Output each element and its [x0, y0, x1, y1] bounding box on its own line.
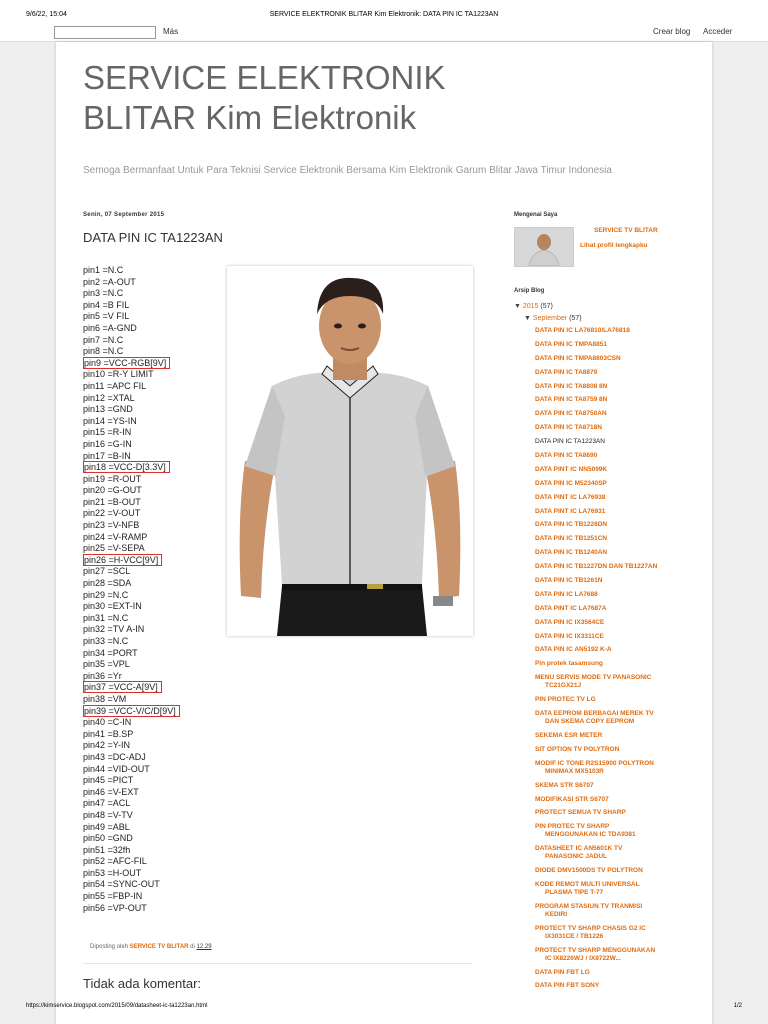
archive-post-link[interactable] — [535, 660, 710, 668]
archive-post-link[interactable] — [535, 480, 710, 488]
pin-text: pin38 =VM — [83, 693, 127, 704]
pin-text: pin1 =N.C — [83, 265, 124, 275]
archive-post-label: DATA PIN IC TA8750AN — [535, 410, 607, 418]
pin-row — [83, 752, 223, 764]
pin-row — [83, 323, 223, 335]
pin-row — [83, 566, 223, 578]
pin-row — [83, 404, 223, 416]
pin-row — [83, 845, 223, 857]
pin-text: pin25 =V-SEPA — [83, 543, 145, 554]
archive-post-link[interactable] — [535, 396, 710, 404]
archive-post-label: DATA PIN IC IX3311CE — [535, 632, 604, 640]
archive-post-link[interactable] — [535, 508, 710, 516]
pin-text: pin54 =SYNC-OUT — [83, 879, 160, 890]
pin-text: pin51 =32fh — [83, 844, 131, 855]
pin-text: pin48 =V-TV — [83, 809, 133, 820]
archive-post-link[interactable] — [535, 424, 710, 432]
archive-post-link[interactable] — [535, 867, 710, 875]
archive-post-label: DATA PIN IC TA8690 — [535, 452, 598, 460]
pin-row — [83, 427, 223, 439]
archive-month[interactable] — [524, 315, 582, 322]
archive-post-link[interactable] — [535, 845, 710, 861]
archive-post-label: SEKEMA ESR METER — [535, 731, 603, 739]
print-title: SERVICE ELEKTRONIK BLITAR Kim Elektronik: DATA PIN IC TA1223AN — [269, 11, 499, 18]
pin-text: pin37 =VCC-A[9V] — [83, 681, 162, 693]
pin-row — [83, 462, 223, 474]
archive-post-label: MODIFIKASI STR S6707 — [535, 795, 609, 803]
archive-post-label: DATA PIN IC TB1227DN DAN TB1227AN — [535, 563, 658, 571]
pin-row — [83, 717, 223, 729]
archive-post-link[interactable] — [535, 823, 710, 839]
pin-text: pin53 =H-OUT — [83, 867, 142, 878]
pin-text: pin3 =N.C — [83, 288, 124, 299]
pin-text: pin24 =V-RAMP — [83, 531, 148, 542]
posted-at-label: di — [190, 944, 195, 950]
pin-row — [83, 300, 223, 312]
pin-row — [83, 439, 223, 451]
archive-year-label[interactable]: 2015 — [522, 303, 539, 310]
archive-post-link[interactable] — [535, 732, 710, 740]
archive-post-label: DATA PIN IC TMPA8851 — [535, 340, 607, 348]
archive-post-label: DATA PIN IC LA7688 — [535, 590, 598, 598]
pin-row — [83, 520, 223, 532]
pin-row — [83, 555, 223, 567]
archive-post-label: PROTECT TV SHARP CHASIS G2 IC — [535, 924, 646, 932]
pin-row — [83, 706, 223, 718]
pin-row — [83, 798, 223, 810]
pin-text: pin42 =Y-IN — [83, 740, 130, 751]
pin-text: pin56 =VP-OUT — [83, 902, 147, 913]
archive-post-link[interactable] — [535, 438, 710, 446]
pin-row — [83, 277, 223, 289]
archive-post-label: MENGGUNAKAN IC TDA9381 — [545, 831, 636, 839]
archive-post-label: DATA PIN IC M52340SP — [535, 479, 607, 487]
archive-post-label: MINIMAX MX5103R — [545, 767, 604, 775]
pin-text: pin31 =N.C — [83, 612, 129, 623]
pin-row — [83, 879, 223, 891]
pin-text: pin47 =ACL — [83, 798, 131, 809]
archive-post-label: DATA PIN IC TA8718N — [535, 424, 602, 432]
pin-row — [83, 369, 223, 381]
pin-text: pin43 =DC-ADJ — [83, 751, 146, 762]
comments-heading: Tidak ada komentar: — [83, 976, 202, 991]
post-title[interactable]: DATA PIN IC TA1223AN — [83, 230, 223, 245]
pin-text: pin20 =G-OUT — [83, 485, 142, 496]
archive-post-label: DATA PIN IC AN5192 K-A — [535, 646, 612, 654]
archive-post-link[interactable] — [535, 710, 710, 726]
pin-text: pin39 =VCC-V/C/D[9V] — [83, 705, 180, 717]
archive-post-link[interactable] — [535, 881, 710, 897]
archive-year[interactable] — [514, 303, 553, 310]
pin-text: pin36 =Yr — [83, 670, 122, 681]
archive-post-label: DIODE DMV1500DS TV POLYTRON — [535, 867, 643, 875]
pin-row — [83, 624, 223, 636]
pin-row — [83, 474, 223, 486]
pin-row — [83, 856, 223, 868]
pin-text: pin29 =N.C — [83, 589, 129, 600]
pin-row — [83, 648, 223, 660]
archive-month-count: (57) — [569, 315, 582, 322]
archive-post-label: PLASMA TIPE T-77 — [545, 888, 604, 896]
pin-row — [83, 416, 223, 428]
archive-post-label: PIN PROTEC TV LG — [535, 696, 596, 704]
archive-post-label: DATA PIN FBT LG — [535, 968, 590, 976]
pin-text: pin23 =V-NFB — [83, 520, 140, 531]
pin-text: pin33 =N.C — [83, 636, 129, 646]
pin-row — [83, 775, 223, 787]
archive-post-label: DATA PIN IC TA8879 — [535, 368, 598, 376]
expand-triangle-icon[interactable]: ▼ — [514, 303, 521, 310]
archive-post-label: KODE REMOT MULTI UNIVERSAL — [535, 880, 640, 888]
archive-post-label: DATA PINT IC LA76938 — [535, 493, 606, 501]
archive-year-count: (57) — [540, 303, 553, 310]
archive-post-label: DATA PIN IC TB1251CN — [535, 535, 608, 543]
blog-title-line2: BLITAR Kim Elektronik — [83, 99, 417, 136]
archive-post-label: PIN PROTEC TV SHARP — [535, 823, 610, 831]
pin-text: pin15 =R-IN — [83, 427, 132, 438]
archive-post-link[interactable] — [535, 903, 710, 919]
pin-row — [83, 590, 223, 602]
pin-row — [83, 393, 223, 405]
print-url: https://kimservice.blogspot.com/2015/09/datasheet-ic-ta1223an.html — [26, 1003, 208, 1009]
archive-post-link[interactable] — [535, 327, 710, 335]
pin-text: pin45 =PICT — [83, 775, 134, 786]
archive-post-label: DATA PIN IC TB1226DN — [535, 521, 608, 529]
pin-row — [83, 311, 223, 323]
pin-text: pin46 =V-EXT — [83, 786, 139, 797]
pin-row — [83, 497, 223, 509]
posted-by-label: Diposting oleh — [90, 944, 129, 950]
pin-row — [83, 335, 223, 347]
pin-text: pin49 =ABL — [83, 821, 130, 832]
pin-row — [83, 833, 223, 845]
pin-text: pin4 =B FIL — [83, 299, 130, 310]
archive-post-label: DATA PIN IC TA1223AN — [535, 438, 605, 446]
pin-text: pin30 =EXT-IN — [83, 601, 142, 612]
archive-post-label: SIT OPTION TV POLYTRON — [535, 745, 620, 753]
archive-post-label: DATASHEET IC AN5601K TV — [535, 845, 623, 853]
blog-title-line1: SERVICE ELEKTRONIK — [83, 59, 446, 96]
archive-month-label[interactable]: September — [532, 315, 568, 322]
pin-text: pin44 =VID-OUT — [83, 763, 150, 774]
archive-post-label: DATA PIN FBT SONY — [535, 982, 600, 990]
archive-post-link[interactable] — [535, 947, 710, 963]
archive-post-link[interactable] — [535, 355, 710, 363]
person-photo-icon — [227, 266, 473, 636]
archive-post-link[interactable] — [535, 969, 710, 977]
archive-post-link[interactable] — [535, 633, 710, 641]
login-link[interactable]: Acceder — [703, 27, 733, 36]
pin-row — [83, 532, 223, 544]
post-time-link[interactable]: 12.29 — [196, 944, 212, 950]
pin-row — [83, 822, 223, 834]
navbar-more-link[interactable]: Más — [163, 27, 179, 36]
archive-post-link[interactable] — [535, 605, 710, 613]
pin-row — [83, 764, 223, 776]
pin-text: pin7 =N.C — [83, 334, 124, 345]
archive-post-label: DATA PIN IC TB1240AN — [535, 549, 608, 557]
pin-text: pin19 =R-OUT — [83, 473, 142, 484]
archive-post-label: KEDIRI — [545, 910, 568, 918]
blogger-navbar — [0, 24, 768, 42]
archive-post-label: DAN SKEMA COPY EEPROM — [545, 718, 635, 726]
about-heading: Mengenai Saya — [514, 212, 558, 218]
pin-row — [83, 694, 223, 706]
post-photo[interactable] — [227, 266, 473, 636]
pin-row — [83, 903, 223, 915]
archive-post-link[interactable] — [535, 982, 710, 990]
archive-post-label: DATA PIN IC TA8759 8N — [535, 396, 608, 404]
post-author-link[interactable]: SERVICE TV BLITAR — [129, 944, 189, 950]
archive-post-link[interactable] — [535, 925, 710, 941]
pin-text: pin10 =R-Y LIMIT — [83, 369, 154, 380]
archive-post-link[interactable] — [535, 563, 710, 571]
pin-row — [83, 265, 223, 277]
archive-post-link[interactable] — [535, 760, 710, 776]
pin-row — [83, 729, 223, 741]
pin-row — [83, 346, 223, 358]
pin-row — [83, 358, 223, 370]
pin-text: pin2 =A-OUT — [83, 276, 136, 287]
archive-post-link[interactable] — [535, 782, 710, 790]
archive-post-link[interactable] — [535, 452, 710, 460]
pin-text: pin5 =V FIL — [83, 311, 130, 322]
pin-row — [83, 787, 223, 799]
archive-post-label: SKEMA STR S6707 — [535, 781, 594, 789]
archive-post-link[interactable] — [535, 494, 710, 502]
pin-text: pin21 =B-OUT — [83, 496, 141, 507]
archive-post-link[interactable] — [535, 646, 710, 654]
pin-text: pin32 =TV A-IN — [83, 624, 145, 635]
avatar-person-icon — [515, 228, 573, 266]
archive-post-link[interactable] — [535, 410, 710, 418]
archive-post-label: DATA PIN IC TB1261N — [535, 577, 603, 585]
pin-text: pin55 =FBP-IN — [83, 891, 143, 902]
pin-list — [83, 265, 223, 914]
blog-title[interactable] — [83, 58, 603, 138]
pin-text: pin16 =G-IN — [83, 438, 132, 449]
pin-text: pin9 =VCC-RGB[9V] — [83, 357, 170, 369]
archive-post-label: DATA PIN IC IX3564CE — [535, 618, 605, 626]
pin-text: pin35 =VPL — [83, 659, 130, 670]
pin-row — [83, 508, 223, 520]
pin-text: pin34 =PORT — [83, 647, 138, 658]
pin-text: pin11 =APC FIL — [83, 380, 147, 391]
archive-post-link[interactable] — [535, 369, 710, 377]
pin-row — [83, 891, 223, 903]
archive-post-link[interactable] — [535, 341, 710, 349]
create-blog-link[interactable]: Crear blog — [653, 27, 691, 36]
archive-post-label: DATA PIN IC LA76810/LA76818 — [535, 327, 630, 334]
archive-post-link[interactable] — [535, 577, 710, 585]
profile-name-link[interactable]: SERVICE TV BLITAR — [594, 227, 658, 234]
post-date: Senin, 07 September 2015 — [83, 212, 165, 218]
archive-post-label: MENU SERVIS MODE TV PANASONIC — [535, 674, 652, 682]
archive-post-label: IX3031CE / TB1226 — [545, 932, 604, 940]
pin-row — [83, 868, 223, 880]
pin-row — [83, 636, 223, 648]
archive-post-label: DATA PIN IC TMPA8803CSN — [535, 354, 621, 362]
post-footer — [90, 944, 212, 950]
archive-post-link[interactable] — [535, 521, 710, 529]
pin-text: pin41 =B.SP — [83, 728, 134, 739]
archive-post-link[interactable] — [535, 466, 710, 474]
archive-post-label: DATA PINT IC LA7687A — [535, 604, 607, 612]
view-profile-link[interactable]: Lihat profil lengkapku — [580, 242, 648, 249]
archive-post-label: PROTECT TV SHARP MENGGUNAKAN — [535, 946, 656, 954]
pin-row — [83, 740, 223, 752]
blog-description: Semoga Bermanfaat Untuk Para Teknisi Service Elektronik Bersama Kim Elektronik Garum Blitar Jawa Timur Indonesia — [83, 165, 612, 176]
archive-post-label: PROTECT SEMUA TV SHARP — [535, 809, 626, 817]
archive-post-label: Pin protek tasamsung — [535, 660, 603, 668]
archive-post-link[interactable] — [535, 674, 710, 690]
print-date: 9/6/22, 15:04 — [26, 11, 67, 18]
pin-row — [83, 613, 223, 625]
print-page-number: 1/2 — [733, 1003, 742, 1009]
archive-post-link[interactable] — [535, 383, 710, 391]
archive-post-label: DATA PINT IC NN5099K — [535, 465, 608, 473]
archive-post-link[interactable] — [535, 619, 710, 627]
archive-post-link[interactable] — [535, 746, 710, 754]
pin-row — [83, 288, 223, 300]
pin-text: pin22 =V-OUT — [83, 508, 141, 519]
pin-row — [83, 810, 223, 822]
pin-text: pin13 =GND — [83, 404, 133, 415]
archive-heading: Arsip Blog — [514, 288, 545, 294]
pin-text: pin28 =SDA — [83, 578, 132, 589]
archive-post-link[interactable] — [535, 796, 710, 804]
pin-text: pin40 =C-IN — [83, 717, 132, 728]
pin-text: pin8 =N.C — [83, 346, 124, 357]
pin-row — [83, 578, 223, 590]
archive-post-link[interactable] — [535, 696, 710, 704]
pin-row — [83, 659, 223, 671]
archive-post-label: IC IX8226WJ / IX8722W... — [545, 954, 621, 962]
archive-post-label: DATA PINT IC LA76931 — [535, 507, 606, 515]
archive-post-label: TC21GX21J — [545, 682, 582, 690]
pin-text: pin18 =VCC-D[3.3V] — [83, 461, 170, 473]
archive-post-link[interactable] — [535, 549, 710, 557]
pin-text: pin17 =B-IN — [83, 450, 131, 461]
archive-post-label: MODIF IC TONE R2S15900 POLYTRON — [535, 759, 654, 767]
expand-triangle-icon[interactable]: ▼ — [524, 315, 531, 322]
archive-post-label: DATA EEPROM BERBAGAI MEREK TV — [535, 710, 654, 718]
pin-text: pin52 =AFC-FIL — [83, 856, 147, 867]
archive-post-list — [535, 327, 710, 996]
archive-post-label: DATA PIN IC TA8808 8N — [535, 382, 608, 390]
archive-post-link[interactable] — [535, 591, 710, 599]
pin-row — [83, 601, 223, 613]
post-footer-divider — [83, 963, 473, 964]
profile-avatar[interactable] — [514, 227, 574, 267]
pin-text: pin26 =H-VCC[9V] — [83, 554, 162, 566]
pin-text: pin6 =A-GND — [83, 322, 137, 333]
pin-text: pin14 =YS-IN — [83, 415, 137, 426]
archive-post-label: PROGRAM STASIUN TV TRANMISI — [535, 902, 643, 910]
pin-text: pin50 =GND — [83, 833, 133, 844]
pin-text: pin12 =XTAL — [83, 392, 135, 403]
pin-row — [83, 381, 223, 393]
pin-text: pin27 =SCL — [83, 566, 131, 577]
pin-row — [83, 682, 223, 694]
archive-post-link[interactable] — [535, 809, 710, 817]
navbar-search-input[interactable] — [54, 26, 156, 39]
archive-post-link[interactable] — [535, 535, 710, 543]
archive-post-label: PANASONIC JADUL — [545, 853, 607, 861]
pin-row — [83, 485, 223, 497]
